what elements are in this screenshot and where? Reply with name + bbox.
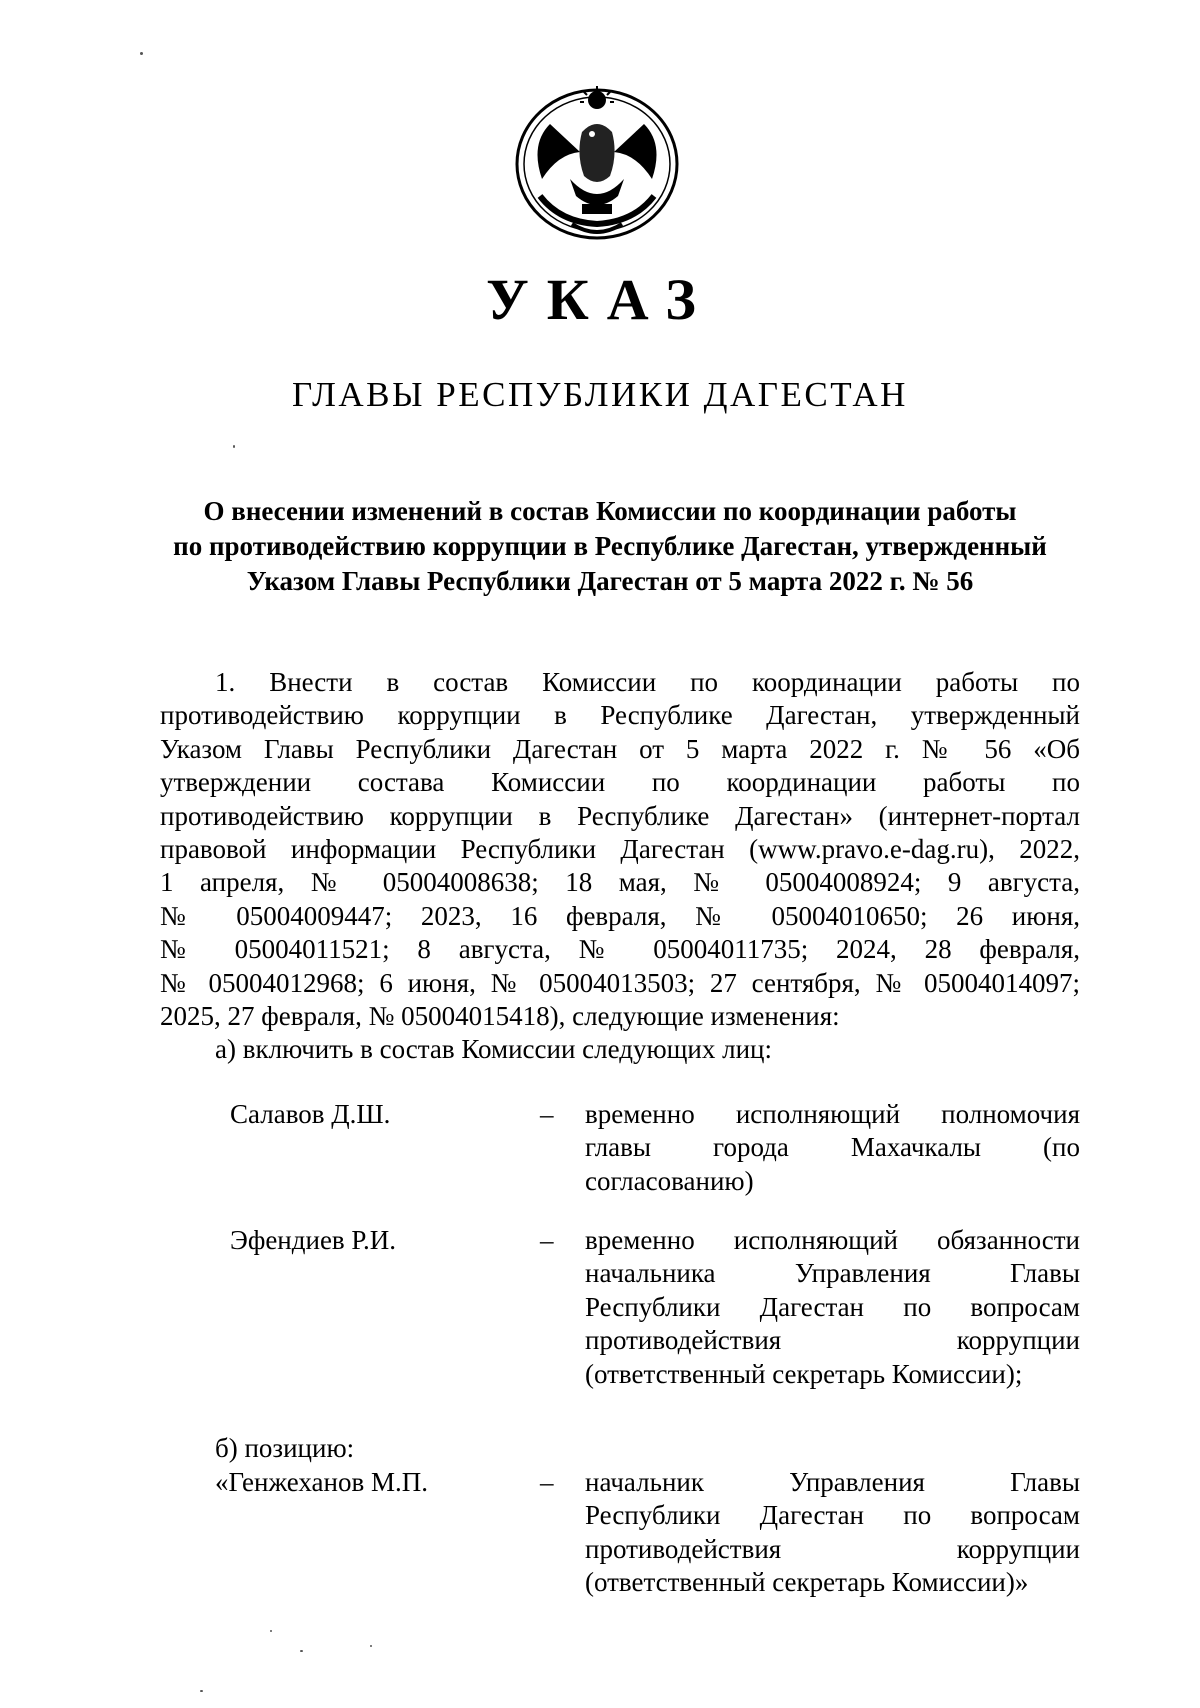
item-a: а) включить в состав Комиссии следующих лиц: bbox=[215, 1034, 773, 1065]
scan-speck bbox=[370, 1645, 372, 1647]
description-line: временно исполняющий полномочия bbox=[585, 1099, 1080, 1129]
paragraph-1 bbox=[160, 666, 1080, 1067]
scan-speck bbox=[200, 1690, 203, 1692]
paragraph-line: 1 апреля, № 05004008638; 18 мая, № 05004008924; 9 августа, bbox=[160, 867, 1080, 898]
paragraph-line: противодействию коррупции в Республике Дагестан, утвержденный bbox=[160, 700, 1080, 731]
paragraph-line: 1. Внести в состав Комиссии по координации работы по bbox=[215, 667, 1080, 697]
decree-heading bbox=[150, 494, 1070, 599]
member-description bbox=[585, 1098, 1080, 1198]
scan-speck bbox=[233, 445, 235, 448]
heading-line: Указом Главы Республики Дагестан от 5 марта 2022 г. № 56 bbox=[246, 566, 974, 596]
paragraph-line: правовой информации Республики Дагестан (www.pravo.e-dag.ru), 2022, bbox=[160, 834, 1080, 865]
decree-subtitle: ГЛАВЫ РЕСПУБЛИКИ ДАГЕСТАН bbox=[292, 375, 908, 414]
scan-speck bbox=[300, 1650, 303, 1652]
description-line: начальника Управления Главы bbox=[585, 1258, 1080, 1289]
coat-of-arms-emblem bbox=[510, 84, 684, 242]
member-name: Салавов Д.Ш. bbox=[230, 1099, 391, 1129]
paragraph-line: № 05004011521; 8 августа, № 05004011735; 2024, 28 февраля, bbox=[160, 934, 1080, 965]
member-dash: – bbox=[540, 1467, 554, 1497]
paragraph-line: Указом Главы Республики Дагестан от 5 марта 2022 г. № 56 «Об bbox=[160, 733, 1080, 764]
paragraph-line: 2025, 27 февраля, № 05004015418), следующие изменения: bbox=[160, 1001, 840, 1032]
member-dash: – bbox=[540, 1099, 554, 1129]
description-line: Республики Дагестан по вопросам bbox=[585, 1291, 1080, 1322]
description-line: главы города Махачкалы (по bbox=[585, 1132, 1080, 1163]
paragraph-line: № 05004012968; 6 июня, № 05004013503; 27 сентября, № 05004014097; bbox=[160, 967, 1080, 998]
decree-title: УКАЗ bbox=[486, 267, 714, 332]
description-line: противодействия коррупции bbox=[585, 1325, 1080, 1356]
member-description bbox=[585, 1224, 1080, 1391]
heading-line: О внесении изменений в состав Комиссии по координации работы bbox=[203, 496, 1017, 526]
member-name: Эфендиев Р.И. bbox=[230, 1225, 397, 1255]
member-dash: – bbox=[540, 1225, 554, 1255]
heading-line: по противодействию коррупции в Республике Дагестан, утвержденный bbox=[173, 531, 1047, 561]
description-line: (ответственный секретарь Комиссии); bbox=[585, 1358, 1023, 1389]
member-description bbox=[585, 1466, 1080, 1600]
description-line: (ответственный секретарь Комиссии)» bbox=[585, 1567, 1029, 1598]
scan-speck bbox=[270, 1630, 272, 1632]
scan-speck bbox=[140, 52, 143, 55]
paragraph-line: противодействию коррупции в Республике Дагестан» (интернет-портал bbox=[160, 800, 1080, 831]
member-name: «Генжеханов М.П. bbox=[215, 1467, 428, 1497]
dagestan-coat-of-arms-icon bbox=[510, 84, 684, 242]
description-line: противодействия коррупции bbox=[585, 1533, 1080, 1564]
paragraph-line: утверждении состава Комиссии по координации работы по bbox=[160, 767, 1080, 798]
description-line: начальник Управления Главы bbox=[585, 1467, 1080, 1497]
description-line: согласованию) bbox=[585, 1165, 754, 1196]
description-line: Республики Дагестан по вопросам bbox=[585, 1500, 1080, 1531]
paragraph-line: № 05004009447; 2023, 16 февраля, № 05004010650; 26 июня, bbox=[160, 900, 1080, 931]
description-line: временно исполняющий обязанности bbox=[585, 1225, 1080, 1255]
item-b: б) позицию: bbox=[215, 1433, 355, 1463]
